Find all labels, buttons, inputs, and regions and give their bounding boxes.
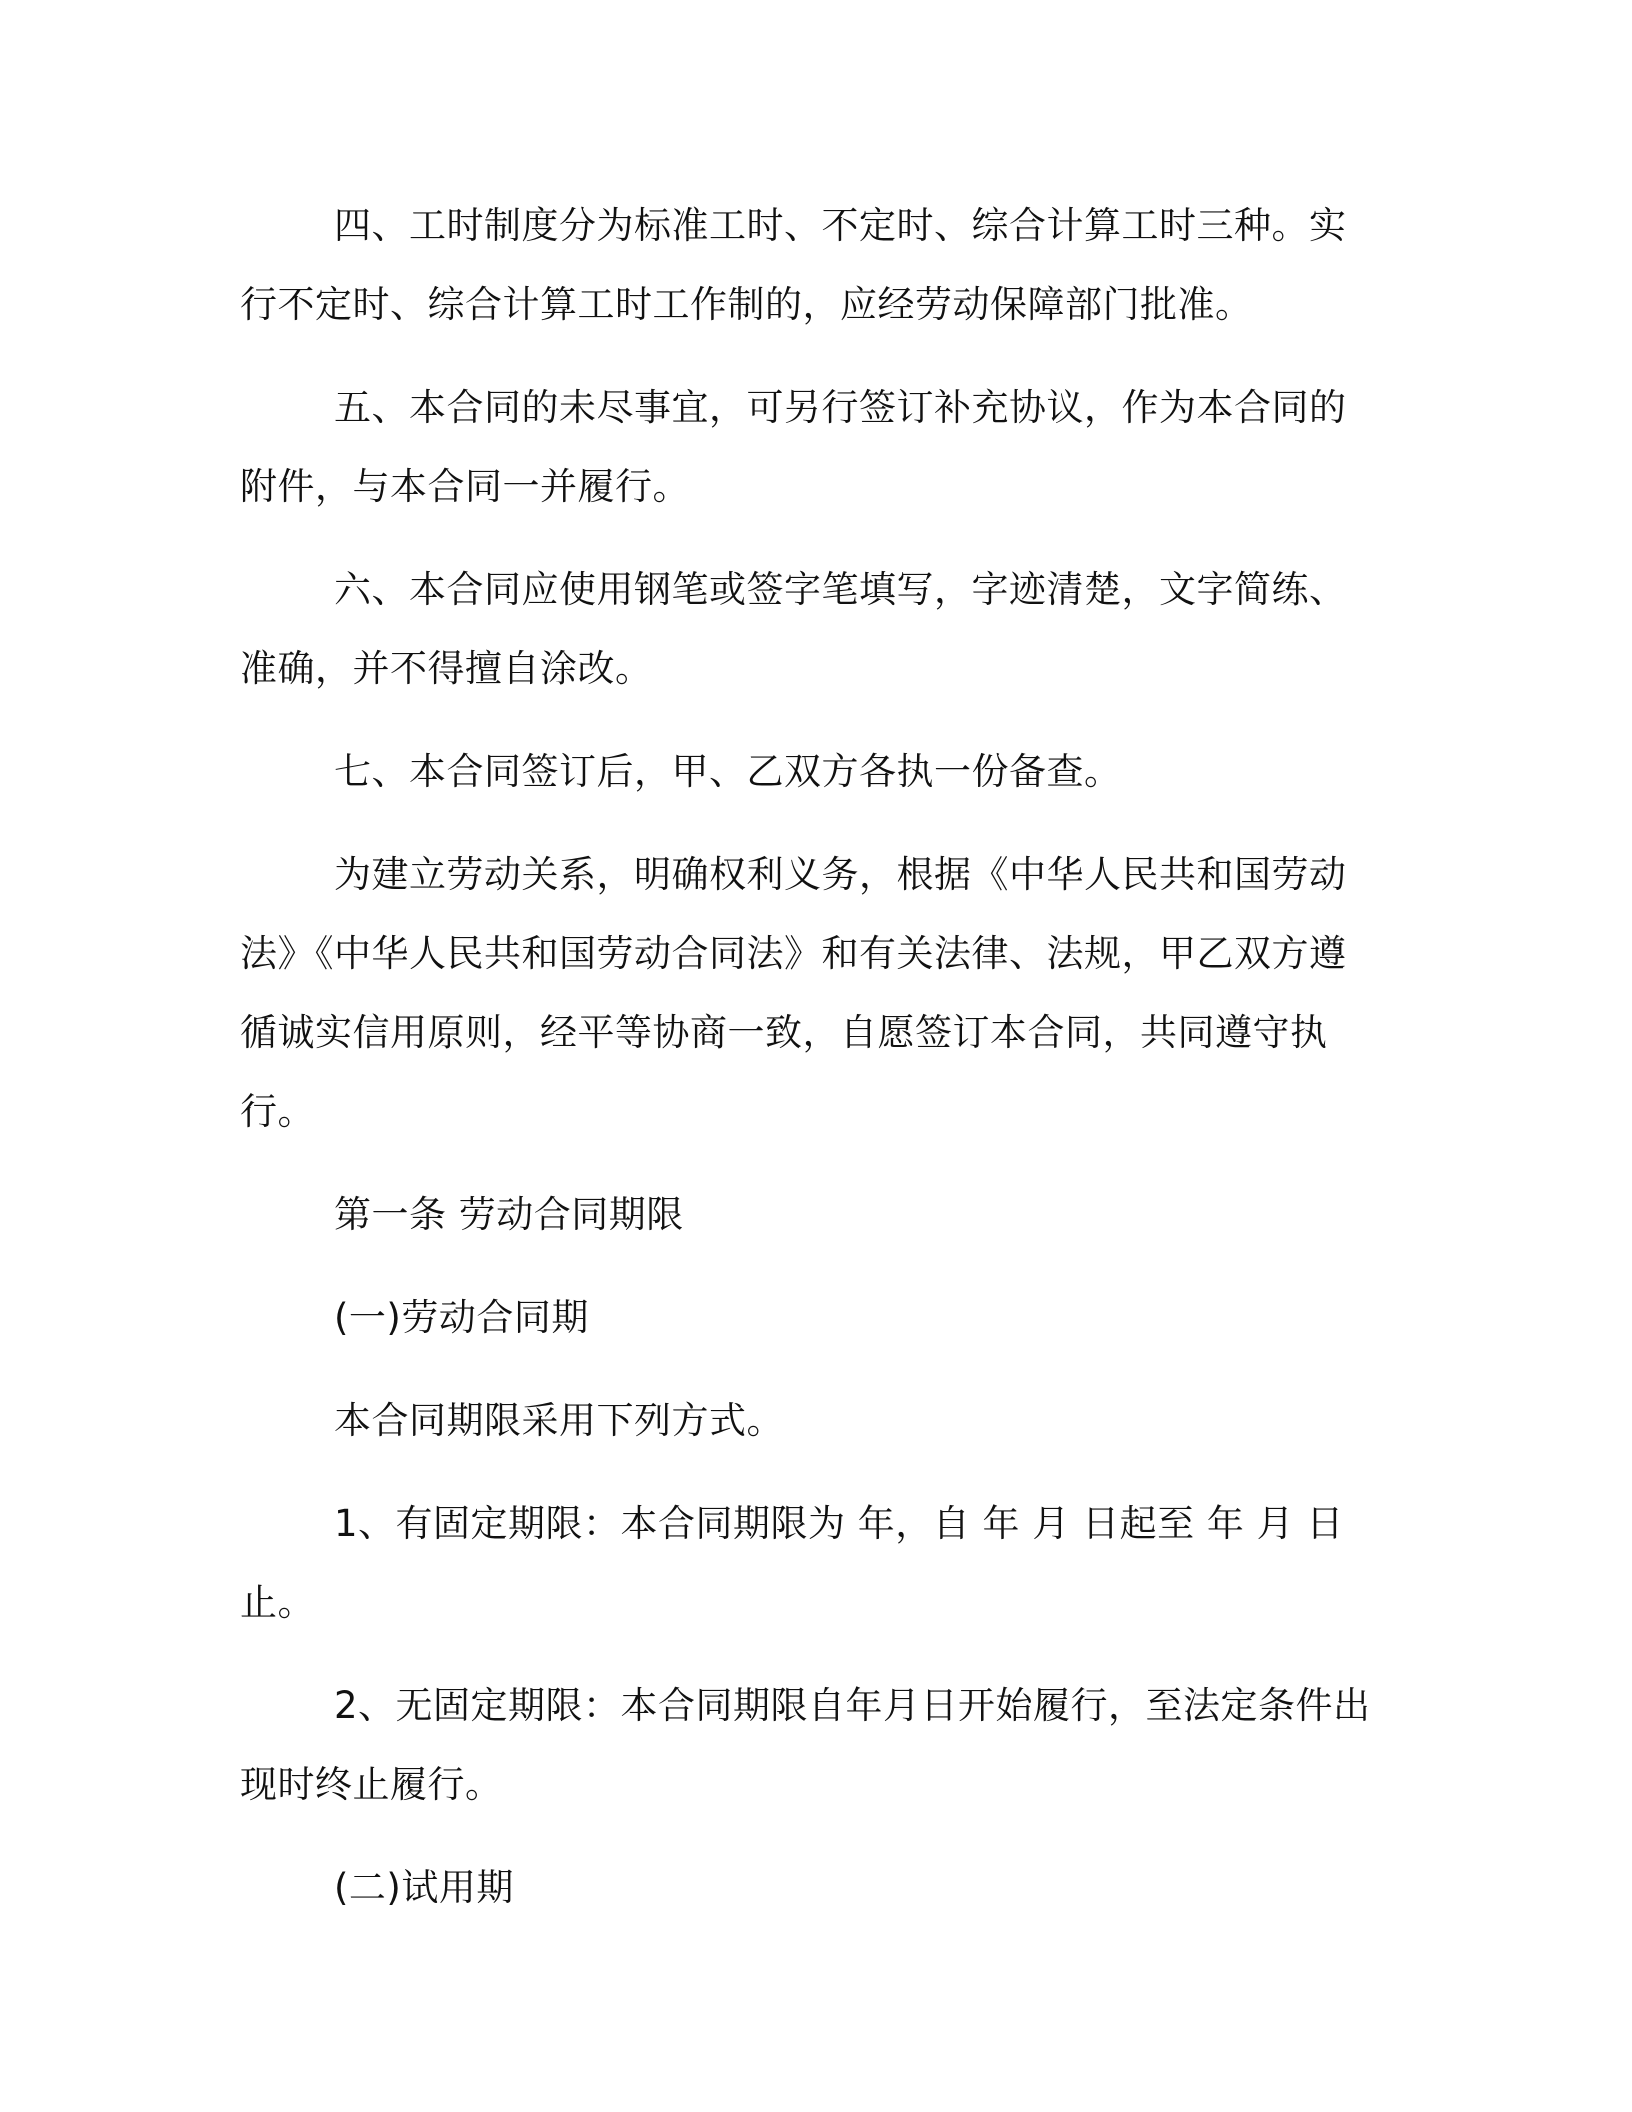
paragraph-fixed-term: 1、有固定期限：本合同期限为 年，自 年 月 日起至 年 月 日止。 — [240, 1502, 1344, 1624]
paragraph-supplementary-agreement: 五、本合同的未尽事宜，可另行签订补充协议，作为本合同的附件，与本合同一并履行。 — [240, 386, 1347, 508]
document-body — [240, 186, 1380, 1951]
section-heading-probation: (二)试用期 — [334, 1866, 514, 1909]
paragraph-working-hours: 四、工时制度分为标准工时、不定时、综合计算工时三种。实行不定时、综合计算工时工作制的，应经劳动保障部门批准。 — [240, 204, 1347, 326]
section-heading-contract-period: (一)劳动合同期 — [334, 1296, 589, 1339]
paragraph-copies: 七、本合同签订后，甲、乙双方各执一份备查。 — [334, 750, 1122, 793]
paragraph-preamble: 为建立劳动关系，明确权利义务，根据《中华人民共和国劳动法》《中华人民共和国劳动合同法》和有关法律、法规，甲乙双方遵循诚实信用原则，经平等协商一致，自愿签订本合同，共同遵守执行。 — [240, 853, 1347, 1133]
paragraph-open-term: 2、无固定期限：本合同期限自年月日开始履行，至法定条件出现时终止履行。 — [240, 1684, 1371, 1806]
paragraph-filling-rules: 六、本合同应使用钢笔或签字笔填写，字迹清楚，文字简练、准确，并不得擅自涂改。 — [240, 568, 1347, 690]
article-heading-contract-term: 第一条 劳动合同期限 — [334, 1193, 684, 1236]
paragraph-term-method: 本合同期限采用下列方式。 — [334, 1399, 784, 1442]
